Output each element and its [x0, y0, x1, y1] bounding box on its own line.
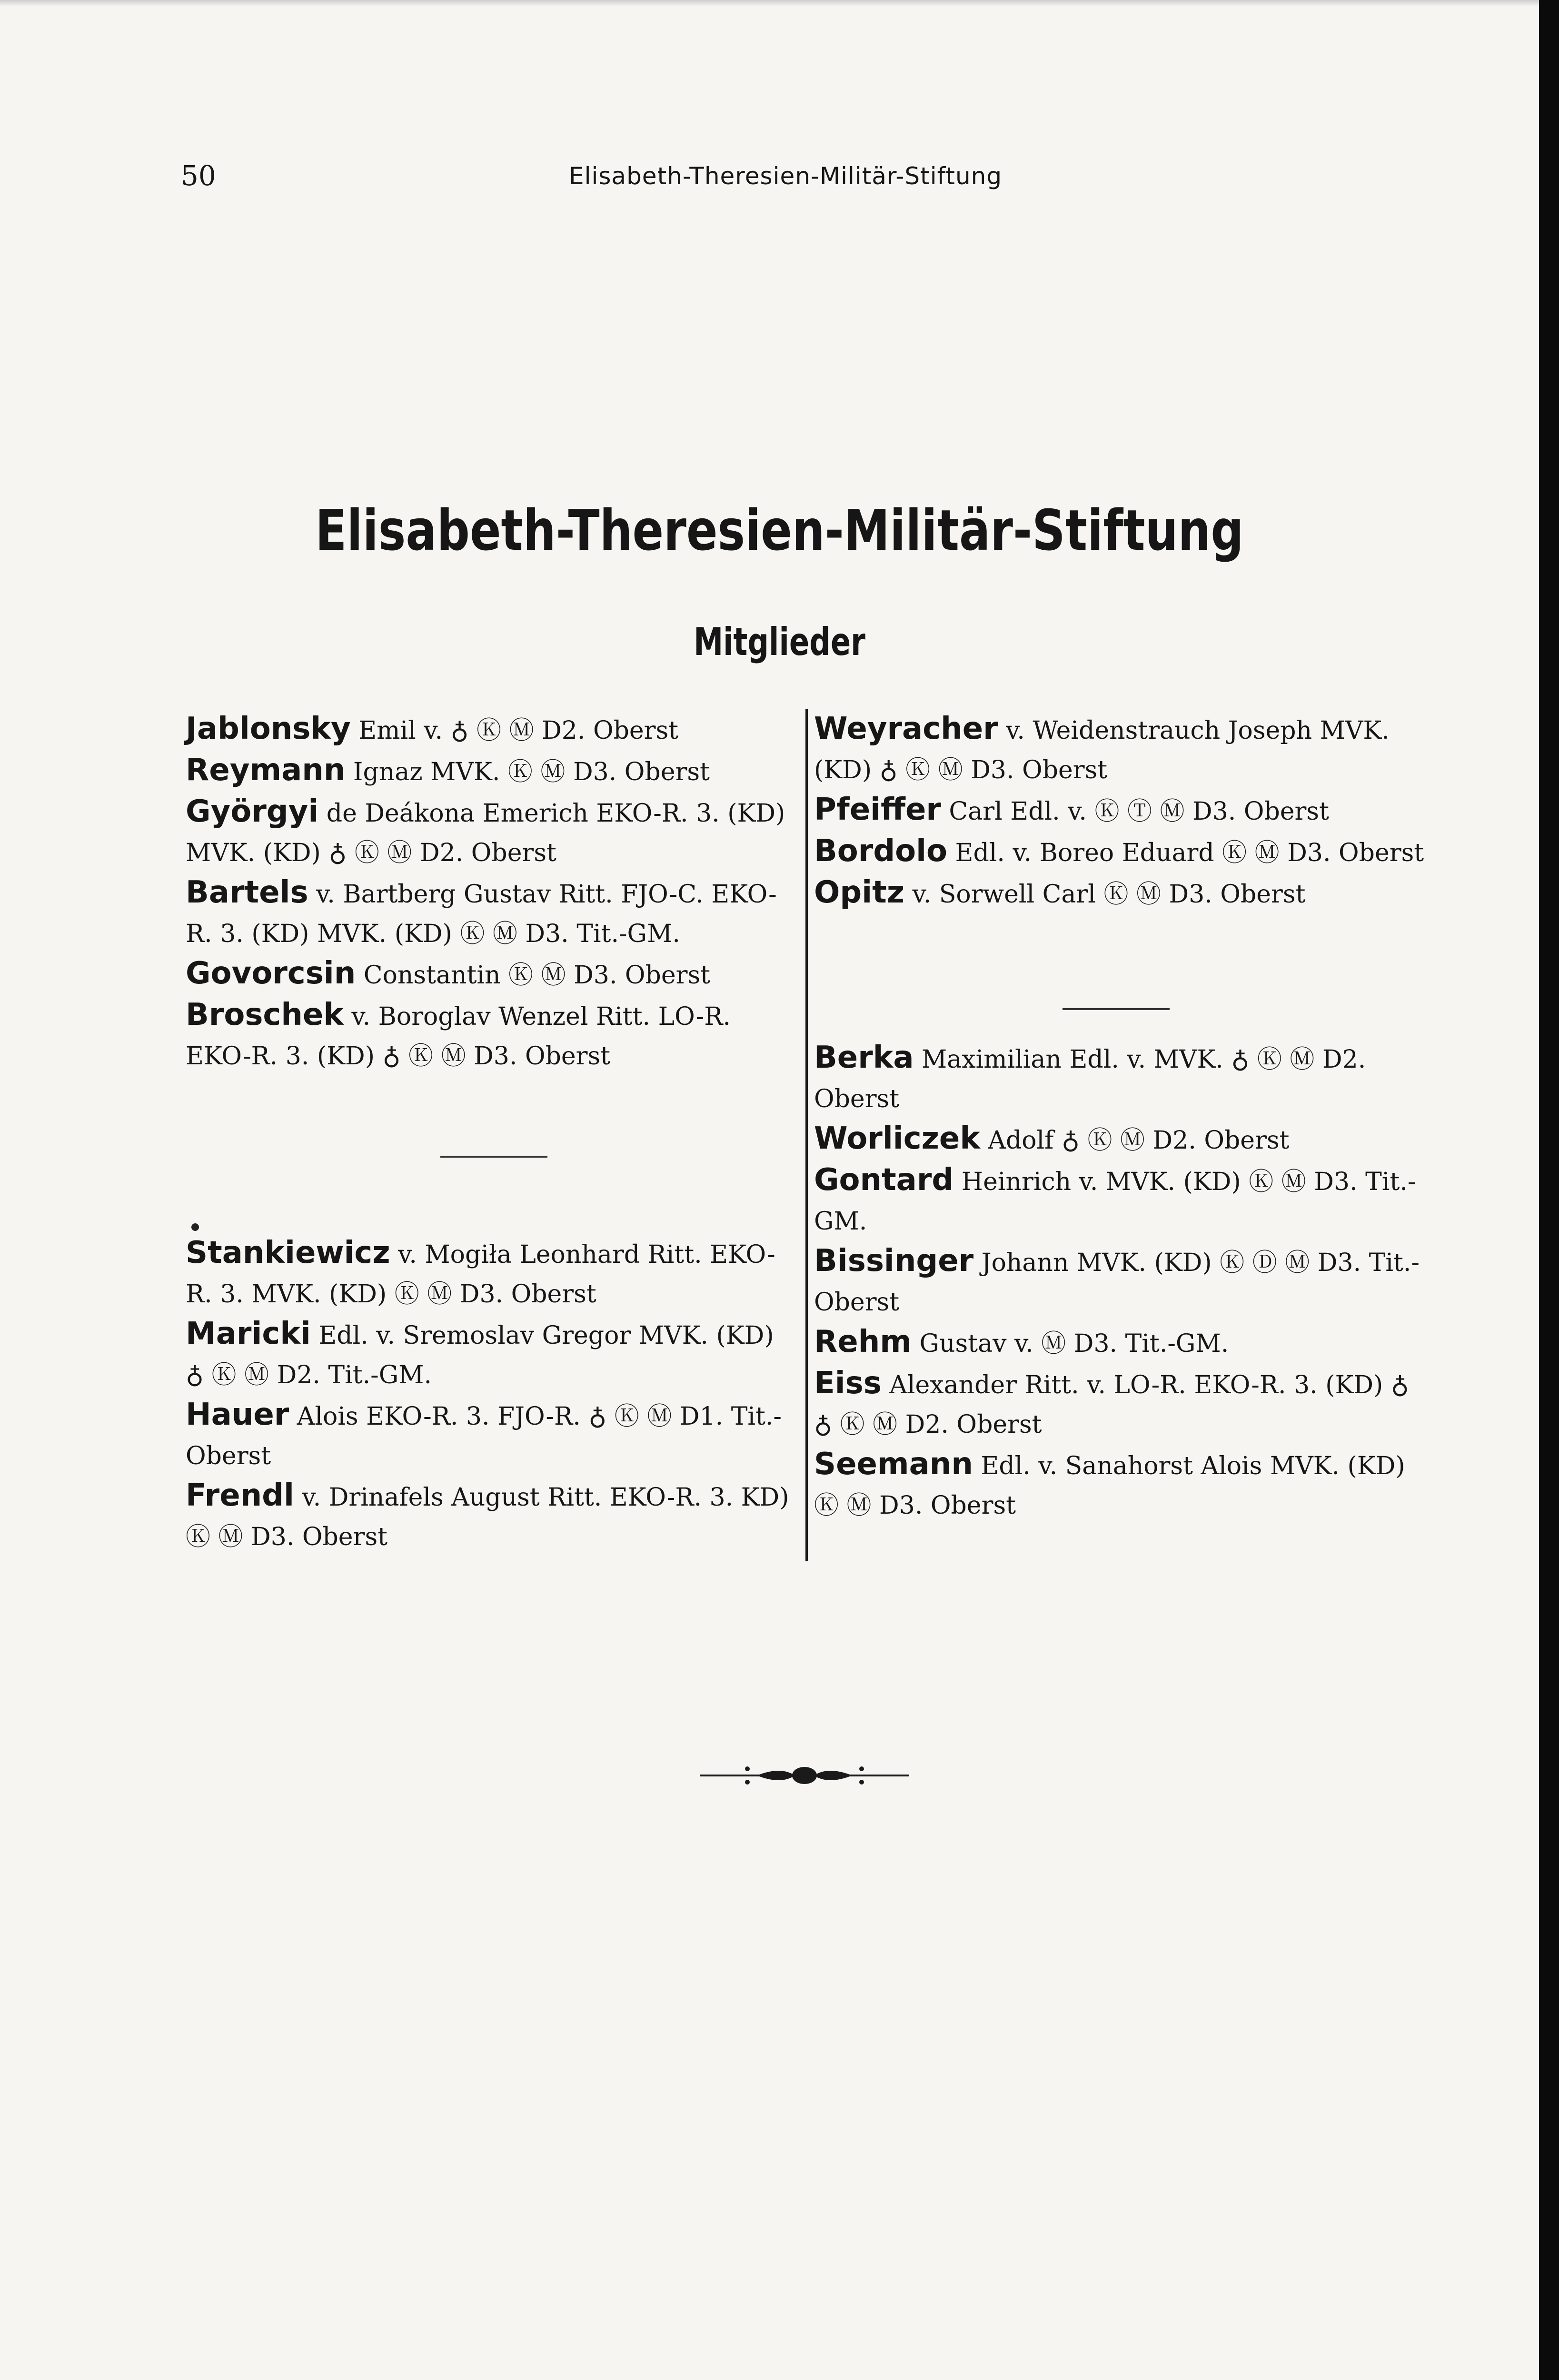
member-entry: [186, 995, 800, 1076]
member-details: v. Drinafels August Ritt. EKO-R. 3. KD) Ⓚ Ⓜ D3. Oberst: [186, 1483, 789, 1551]
member-details: Gustav v. Ⓜ D3. Tit.-GM.: [911, 1329, 1229, 1358]
page-top-edge: [0, 0, 1559, 7]
member-name: Eiss: [814, 1366, 882, 1401]
member-details: de Deákona Emerich EKO-R. 3. (KD) MVK. (KD) ♁ Ⓚ Ⓜ D2. Oberst: [186, 799, 785, 867]
section-heading: Mitglieder: [694, 620, 865, 664]
page-title: Elisabeth-Theresien-Militär-Stiftung: [315, 497, 1244, 563]
member-details: Carl Edl. v. Ⓚ Ⓣ Ⓜ D3. Oberst: [941, 797, 1329, 826]
section-separator: [440, 1156, 547, 1158]
right-column: [814, 709, 1433, 1526]
bullet-mark: [191, 1223, 199, 1231]
member-entry: [186, 1233, 800, 1314]
member-name: Broschek: [186, 997, 344, 1032]
member-name: Stankiewicz: [186, 1235, 390, 1270]
member-entry: [814, 873, 1433, 914]
member-details: v. Boroglav Wenzel Ritt. LO-R. EKO-R. 3. (KD) ♁ Ⓚ Ⓜ D3. Oberst: [186, 1002, 731, 1071]
scan-border: [1539, 0, 1559, 2380]
member-name: Bissinger: [814, 1243, 974, 1279]
ornament-rule: [700, 1761, 909, 1790]
member-entry: [814, 790, 1433, 832]
member-details: v. Bartberg Gustav Ritt. FJO-C. EKO-R. 3. (KD) MVK. (KD) Ⓚ Ⓜ D3. Tit.-GM.: [186, 880, 777, 948]
member-name: Györgyi: [186, 794, 319, 829]
member-entry: [186, 792, 800, 873]
left-column: [186, 709, 800, 1557]
member-details: Edl. v. Sanahorst Alois MVK. (KD) Ⓚ Ⓜ D3. Oberst: [814, 1452, 1405, 1520]
member-details: Ignaz MVK. Ⓚ Ⓜ D3. Oberst: [345, 758, 710, 786]
page-number: 50: [181, 159, 216, 192]
entry-list: [814, 709, 1433, 1526]
member-entry: [186, 1395, 800, 1476]
member-name: Berka: [814, 1040, 914, 1075]
member-details: Maximilian Edl. v. MVK. ♁ Ⓚ Ⓜ D2. Oberst: [814, 1045, 1366, 1113]
member-name: Maricki: [186, 1316, 311, 1351]
member-details: v. Sorwell Carl Ⓚ Ⓜ D3. Oberst: [904, 880, 1306, 909]
member-name: Worliczek: [814, 1121, 980, 1156]
member-details: Heinrich v. MVK. (KD) Ⓚ Ⓜ D3. Tit.-GM.: [814, 1168, 1416, 1236]
member-entry: [814, 1322, 1433, 1364]
member-name: Weyracher: [814, 711, 998, 746]
member-details: v. Mogiła Leonhard Ritt. EKO-R. 3. MVK. (KD) Ⓚ Ⓜ D3. Oberst: [186, 1240, 775, 1309]
member-name: Seemann: [814, 1447, 973, 1482]
member-name: Gontard: [814, 1162, 954, 1198]
member-name: Rehm: [814, 1324, 912, 1359]
member-name: Opitz: [814, 875, 904, 910]
member-name: Govorcsin: [186, 956, 356, 991]
member-name: Pfeiffer: [814, 792, 941, 827]
member-details: Adolf ♁ Ⓚ Ⓜ D2. Oberst: [980, 1126, 1290, 1155]
member-entry: [186, 1314, 800, 1395]
member-entry: [186, 954, 800, 995]
member-entry: [814, 1445, 1433, 1526]
member-name: Jablonsky: [186, 711, 351, 746]
member-entry: [186, 709, 800, 751]
member-details: v. Weidenstrauch Joseph MVK. (KD) ♁ Ⓚ Ⓜ D3. Oberst: [814, 716, 1390, 784]
member-details: Constantin Ⓚ Ⓜ D3. Oberst: [356, 961, 711, 990]
member-entry: [186, 751, 800, 792]
group-spacer: [186, 1076, 800, 1233]
member-details: Alois EKO-R. 3. FJO-R. ♁ Ⓚ Ⓜ D1. Tit.-Oberst: [186, 1402, 782, 1470]
member-details: Edl. v. Boreo Eduard Ⓚ Ⓜ D3. Oberst: [947, 839, 1424, 867]
section-separator: [1063, 1008, 1170, 1010]
member-details: Edl. v. Sremoslav Gregor MVK. (KD) ♁ Ⓚ Ⓜ D2. Tit.-GM.: [186, 1321, 774, 1389]
column-divider: [805, 709, 808, 1561]
member-entry: [814, 709, 1433, 790]
member-name: Bartels: [186, 875, 308, 910]
member-details: Emil v. ♁ Ⓚ Ⓜ D2. Oberst: [350, 716, 679, 745]
member-name: Reymann: [186, 753, 346, 788]
running-title: Elisabeth-Theresien-Militär-Stiftung: [569, 162, 1003, 190]
running-head: [0, 159, 1559, 198]
member-name: Hauer: [186, 1397, 289, 1432]
member-details: Alexander Ritt. v. LO-R. EKO-R. 3. (KD) ♁ ♁ Ⓚ Ⓜ D2. Oberst: [814, 1371, 1409, 1439]
member-entry: [814, 1038, 1433, 1119]
member-name: Bordolo: [814, 833, 947, 869]
member-entry: [814, 1364, 1433, 1445]
member-details: Johann MVK. (KD) Ⓚ Ⓓ Ⓜ D3. Tit.-Oberst: [814, 1249, 1420, 1317]
member-entry: [814, 1241, 1433, 1322]
member-entry: [814, 832, 1433, 873]
member-entry: [814, 1160, 1433, 1241]
entry-list: [186, 709, 800, 1557]
member-name: Frendl: [186, 1478, 294, 1513]
member-entry: [186, 1476, 800, 1557]
group-spacer: [814, 914, 1433, 1038]
member-entry: [186, 873, 800, 954]
member-entry: [814, 1119, 1433, 1160]
